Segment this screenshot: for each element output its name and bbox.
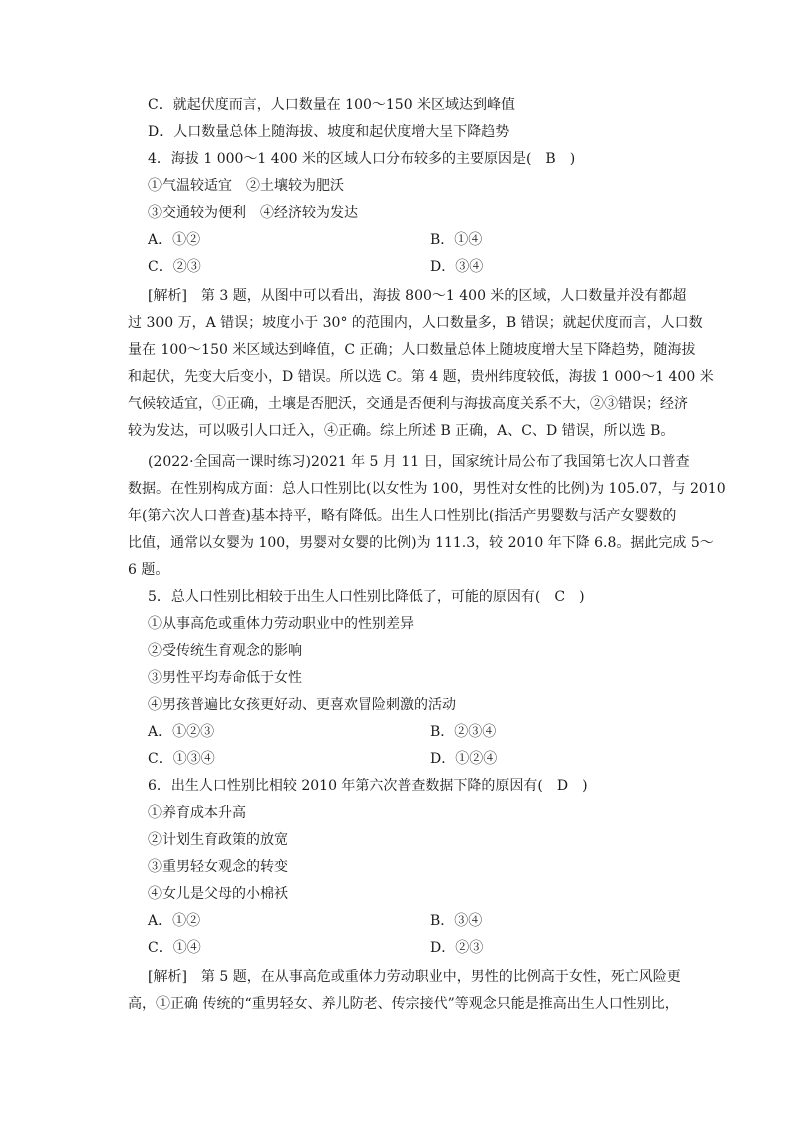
q5-item-3: ③男性平均寿命低于女性 (148, 670, 302, 686)
q4-option-b: B．①④ (430, 232, 483, 248)
analysis2-line-2: 高，①正确 传统的“重男轻女、养儿防老、传宗接代”等观念只能是推高出生人口性别比， (128, 996, 679, 1012)
material-line-1: (2022·全国高一课时练习)2021 年 5 月 11 日，国家统计局公布了我国第七次人口普查 (148, 454, 690, 470)
q6-stem: 6．出生人口性别比相较 2010 年第六次普查数据下降的原因有( D ) (148, 778, 588, 794)
analysis1-line-4: 和起伏，先变大后变小，D 错误。所以选 C。第 4 题，贵州纬度较低，海拔 1 000～1 400 米 (128, 369, 714, 385)
analysis1-line-5: 气候较适宜，①正确，土壤是否肥沃，交通是否便利与海拔高度关系不大，②③错误；经济 (128, 396, 688, 412)
q6-option-b: B．③④ (430, 913, 483, 929)
analysis2-line-1: [解析] 第 5 题，在从事高危或重体力劳动职业中，男性的比例高于女性，死亡风险更 (148, 969, 681, 985)
analysis1-line-6: 较为发达，可以吸引人口迁入，④正确。综上所述 B 正确，A、C、D 错误，所以选 B。 (128, 423, 675, 439)
q4-item-1: ①气温较适宜 ②土壤较为肥沃 (148, 178, 344, 194)
q5-option-a: A．①②③ (148, 724, 215, 740)
q6-item-2: ②计划生育政策的放宽 (148, 832, 288, 848)
q5-option-b: B．②③④ (430, 724, 497, 740)
q3-option-d: D．人口数量总体上随海拔、坡度和起伏度增大呈下降趋势 (148, 124, 510, 140)
material-line-4: 比值，通常以女婴为 100，男婴对女婴的比例)为 111.3，较 2010 年下降 6.8。据此完成 5～ (128, 535, 714, 551)
q5-option-c: C．①③④ (148, 751, 215, 767)
q6-option-a: A．①② (148, 913, 201, 929)
q4-option-c: C．②③ (148, 259, 201, 275)
q5-stem: 5．总人口性别比相较于出生人口性别比降低了，可能的原因有( C ) (148, 589, 585, 605)
q4-option-d: D．③④ (430, 259, 484, 275)
q4-option-a: A．①② (148, 232, 201, 248)
q5-item-2: ②受传统生育观念的影响 (148, 643, 302, 659)
q6-option-d: D．②③ (430, 940, 484, 956)
analysis1-line-3: 量在 100～150 米区域达到峰值，C 正确；人口数量总体上随坡度增大呈下降趋势，随海拔 (128, 342, 696, 358)
q6-option-c: C．①④ (148, 940, 201, 956)
q5-item-4: ④男孩普遍比女孩更好动、更喜欢冒险刺激的活动 (148, 697, 456, 713)
q4-item-2: ③交通较为便利 ④经济较为发达 (148, 205, 358, 221)
q5-item-1: ①从事高危或重体力劳动职业中的性别差异 (148, 616, 414, 632)
analysis1-line-1: [解析] 第 3 题，从图中可以看出，海拔 800～1 400 米的区域，人口数量并没有都超 (148, 288, 687, 304)
analysis1-line-2: 过 300 万，A 错误；坡度小于 30° 的范围内，人口数量多，B 错误；就起伏度而言，人口数 (128, 315, 703, 331)
q6-item-4: ④女儿是父母的小棉袄 (148, 886, 288, 902)
q4-stem: 4．海拔 1 000～1 400 米的区域人口分布较多的主要原因是( B ) (148, 151, 576, 167)
q5-option-d: D．①②④ (430, 751, 498, 767)
q3-option-c: C．就起伏度而言，人口数量在 100～150 米区域达到峰值 (148, 97, 516, 113)
q6-item-3: ③重男轻女观念的转变 (148, 859, 288, 875)
material-line-3: 年(第六次人口普查)基本持平，略有降低。出生人口性别比(指活产男婴数与活产女婴数的 (128, 508, 677, 524)
material-line-5: 6 题。 (128, 562, 170, 578)
q6-item-1: ①养育成本升高 (148, 805, 246, 821)
material-line-2: 数据。在性别构成方面：总人口性别比(以女性为 100，男性对女性的比例)为 105.07，与 2010 (128, 481, 726, 497)
